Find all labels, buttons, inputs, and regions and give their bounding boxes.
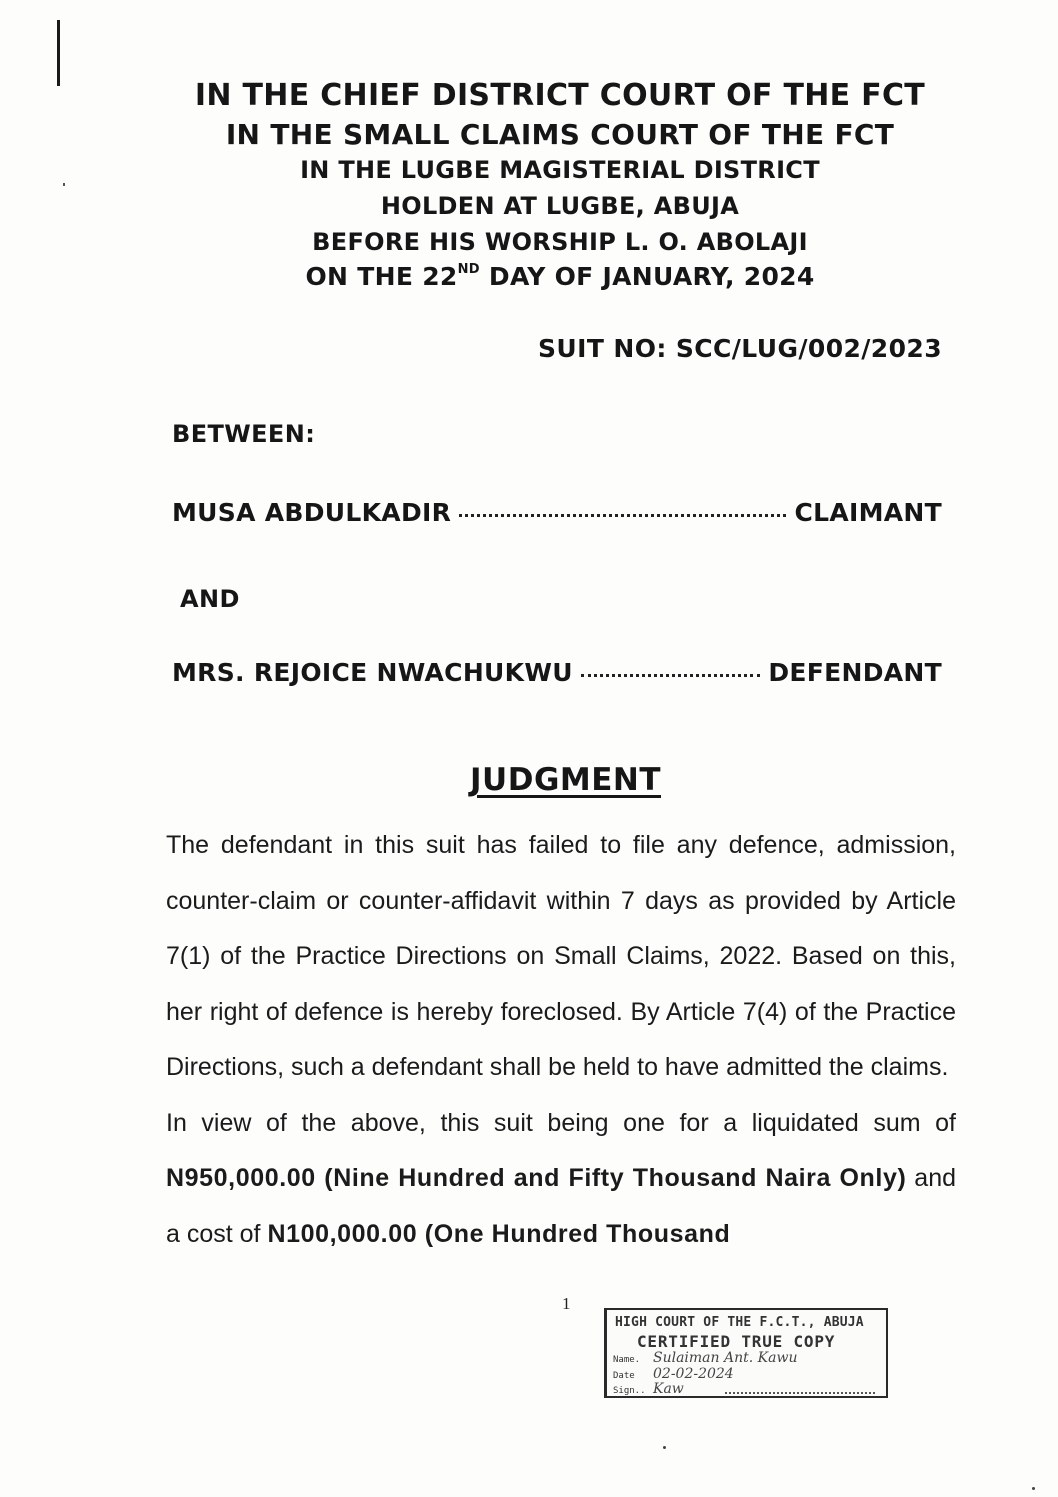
- margin-speck: [63, 183, 65, 186]
- stamp-title: HIGH COURT OF THE F.C.T., ABUJA: [615, 1315, 864, 1330]
- court-header-line-4: HOLDEN AT LUGBE, ABUJA: [380, 192, 740, 220]
- between-label: BETWEEN:: [172, 420, 316, 448]
- stamp-date-row: [613, 1366, 881, 1382]
- stamp-name-value: Sulaiman Ant. Kawu: [653, 1350, 798, 1366]
- scan-speck: [1032, 1487, 1035, 1490]
- stamp-date-value: 02-02-2024: [653, 1366, 734, 1382]
- judgment-body: [166, 818, 956, 1262]
- stamp-dotted-line: [725, 1392, 875, 1394]
- dot-leader: [459, 514, 786, 517]
- court-header-line-2: IN THE SMALL CLAIMS COURT OF THE FCT: [225, 118, 895, 151]
- para2-text-2: and a cost of: [166, 1164, 956, 1248]
- claimant-name: MUSA ABDULKADIR: [172, 498, 452, 527]
- dot-leader: [581, 674, 761, 677]
- paragraph-2: [166, 1096, 956, 1263]
- and-label: AND: [180, 585, 240, 613]
- date-prefix: ON THE 22: [305, 262, 458, 291]
- margin-mark: [57, 20, 60, 86]
- date-suffix: DAY OF JANUARY, 2024: [479, 262, 815, 291]
- defendant-line: [172, 658, 942, 687]
- court-header-line-3: IN THE LUGBE MAGISTERIAL DISTRICT: [300, 156, 820, 184]
- cost-amount: N100,000.00 (One Hundred Thousand: [267, 1219, 731, 1248]
- date-superscript: ND: [457, 261, 480, 277]
- stamp-sign-label: Sign..: [613, 1386, 646, 1396]
- court-header-line-5: BEFORE HIS WORSHIP L. O. ABOLAJI: [312, 228, 808, 256]
- defendant-role: DEFENDANT: [768, 658, 942, 687]
- para2-text-1: In view of the above, this suit being one for a liquidated sum of: [166, 1108, 956, 1137]
- scan-speck: [663, 1446, 666, 1449]
- paragraph-1: The defendant in this suit has failed to file any defence, admission, counter-claim or counter-affidavit within 7 days as provided by Article 7(1) of the Practice Directions on Small Claims, 2022. Based on this, her right of defence is hereby foreclosed. By Article 7(4) of the Practice Directions, such a defendant shall be held to have admitted the claims.: [166, 831, 956, 1081]
- stamp-signature: Kaw: [653, 1381, 684, 1397]
- court-header-date: [130, 262, 990, 291]
- defendant-name: MRS. REJOICE NWACHUKWU: [172, 658, 573, 687]
- stamp-sign-row: [613, 1381, 881, 1397]
- page-number: 1: [562, 1294, 571, 1313]
- claimant-role: CLAIMANT: [794, 498, 942, 527]
- stamp-name-label: Name.: [613, 1355, 641, 1365]
- stamp-date-label: Date: [613, 1371, 635, 1381]
- suit-number: SUIT NO: SCC/LUG/002/2023: [538, 334, 942, 363]
- claimant-line: [172, 498, 942, 527]
- court-header-line-1: IN THE CHIEF DISTRICT COURT OF THE FCT: [194, 78, 926, 113]
- certified-true-copy-stamp: [604, 1308, 888, 1398]
- stamp-subtitle: CERTIFIED TRUE COPY: [637, 1332, 836, 1351]
- claim-amount: N950,000.00 (Nine Hundred and Fifty Thousand Naira Only): [166, 1164, 907, 1192]
- stamp-name-row: [613, 1350, 881, 1366]
- judgment-title: JUDGMENT: [470, 762, 661, 798]
